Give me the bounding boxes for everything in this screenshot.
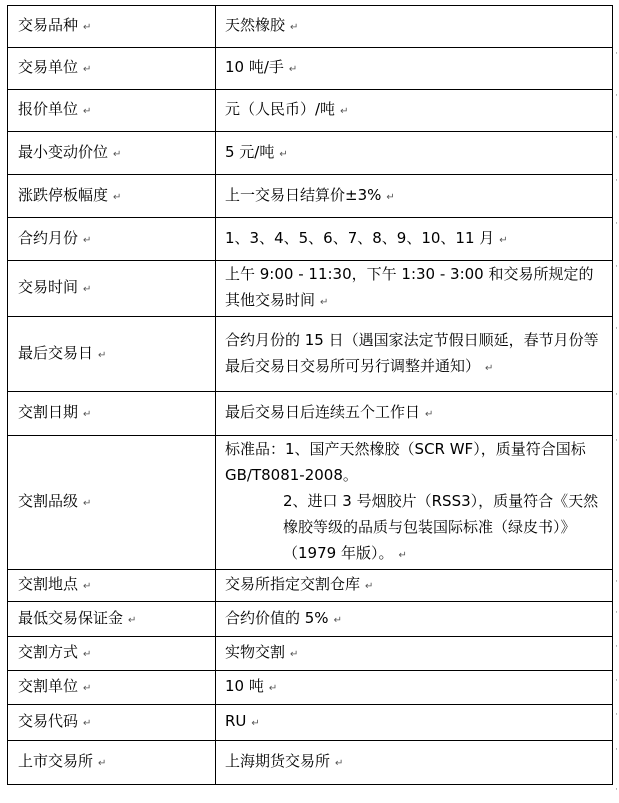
spec-value-text: RU bbox=[225, 712, 247, 730]
spec-label-text: 交易单位 bbox=[18, 58, 79, 76]
spec-label bbox=[8, 48, 216, 90]
contract-spec-table bbox=[7, 5, 618, 795]
paragraph-mark: ↵ bbox=[83, 718, 92, 729]
spec-value-paragraph bbox=[225, 571, 608, 600]
row-end-mark: · bbox=[615, 577, 618, 587]
spec-value bbox=[216, 175, 618, 229]
spec-value-text: 1、3、4、5、6、7、8、9、10、11 月 bbox=[225, 228, 495, 247]
spec-row bbox=[8, 261, 613, 317]
spec-label bbox=[8, 741, 216, 785]
spec-label-text: 上市交易所 bbox=[18, 752, 94, 770]
spec-label-text: 交割品级 bbox=[18, 492, 79, 510]
spec-row bbox=[8, 436, 613, 570]
spec-label bbox=[8, 132, 216, 175]
spec-value-paragraph bbox=[225, 54, 608, 83]
spec-value-text: 上午 9:00 - 11:30，下午 1:30 - 3:00 和交易所规定的其他交易时间 bbox=[225, 265, 594, 309]
paragraph-mark: ↵ bbox=[288, 64, 298, 75]
spec-label bbox=[8, 637, 216, 671]
spec-value-paragraph bbox=[225, 96, 608, 125]
spec-value-paragraph bbox=[225, 605, 608, 634]
spec-label-text: 交易品种 bbox=[18, 16, 79, 34]
spec-value-paragraph bbox=[225, 182, 608, 211]
spec-label-text: 报价单位 bbox=[18, 100, 79, 118]
spec-value-text: 合约价值的 5% bbox=[225, 608, 329, 627]
paragraph-mark: ↵ bbox=[335, 758, 344, 769]
spec-label-text: 交割日期 bbox=[18, 403, 79, 421]
row-end-mark: · bbox=[615, 745, 618, 755]
spec-value-text: 10 吨 bbox=[225, 677, 264, 695]
row-end-mark: · bbox=[615, 389, 618, 400]
paragraph-mark: ↵ bbox=[499, 234, 508, 246]
spec-label bbox=[8, 570, 216, 602]
paragraph-mark: ↵ bbox=[290, 649, 299, 660]
spec-value bbox=[216, 705, 618, 755]
paragraph-mark: ↵ bbox=[398, 550, 407, 561]
spec-label-text: 最后交易日 bbox=[18, 343, 94, 362]
spec-value-paragraph bbox=[225, 488, 608, 569]
spec-label-text: 交易时间 bbox=[18, 278, 79, 296]
spec-row bbox=[8, 637, 613, 671]
paragraph-mark: ↵ bbox=[83, 649, 92, 660]
row-end-mark: · bbox=[615, 785, 618, 795]
spec-value-paragraph bbox=[225, 225, 608, 254]
spec-value-text: 5 元/吨 bbox=[225, 142, 275, 161]
spec-value-paragraph bbox=[225, 708, 608, 737]
row-end-mark: · bbox=[615, 676, 618, 686]
spec-value bbox=[216, 132, 618, 186]
spec-label bbox=[8, 90, 216, 132]
spec-row bbox=[8, 48, 613, 90]
spec-value-text: 最后交易日后连续五个工作日 bbox=[225, 403, 421, 421]
spec-value bbox=[216, 741, 618, 795]
paragraph-mark: ↵ bbox=[268, 683, 278, 694]
spec-value-paragraph bbox=[225, 748, 608, 777]
spec-value-text: 交易所指定交割仓库 bbox=[225, 575, 361, 593]
row-end-mark: · bbox=[615, 261, 618, 272]
spec-value bbox=[216, 48, 618, 101]
row-end-mark: · bbox=[615, 641, 618, 652]
spec-row bbox=[8, 671, 613, 705]
paragraph-mark: ↵ bbox=[113, 191, 122, 203]
spec-label bbox=[8, 671, 216, 705]
row-end-mark: · bbox=[615, 91, 618, 101]
spec-value-text: 合约月份的 15 日（遇国家法定节假日顺延，春节月份等最后交易日交易所可另行调整并通知） bbox=[225, 330, 599, 375]
spec-label-text: 交割地点 bbox=[18, 575, 79, 593]
spec-value-text: 上海期货交易所 bbox=[225, 752, 331, 770]
spec-label bbox=[8, 392, 216, 436]
spec-label bbox=[8, 602, 216, 637]
spec-value-paragraph bbox=[225, 399, 608, 428]
spec-value bbox=[216, 671, 618, 720]
spec-value-paragraph bbox=[225, 436, 608, 488]
spec-label-text: 合约月份 bbox=[18, 228, 79, 247]
spec-value-paragraph bbox=[225, 261, 608, 316]
spec-label bbox=[8, 175, 216, 218]
row-end-mark: · bbox=[615, 49, 618, 59]
spec-label bbox=[8, 218, 216, 261]
paragraph-mark: ↵ bbox=[83, 106, 92, 117]
spec-label bbox=[8, 317, 216, 392]
spec-value bbox=[216, 218, 618, 272]
paragraph-mark: ↵ bbox=[83, 409, 92, 420]
spec-value bbox=[216, 261, 618, 334]
paragraph-mark: ↵ bbox=[83, 22, 92, 33]
spec-value-text: 元（人民币）/吨 bbox=[225, 100, 336, 118]
row-end-mark: · bbox=[615, 436, 618, 446]
spec-label bbox=[8, 6, 216, 48]
spec-value-text: 10 吨/手 bbox=[225, 58, 284, 76]
spec-value-text: 标准品：1、国产天然橡胶（SCR WF），质量符合国标 GB/T8081-2008。 bbox=[225, 440, 586, 484]
paragraph-mark: ↵ bbox=[128, 614, 137, 626]
spec-value-paragraph bbox=[225, 639, 608, 668]
spec-label-text: 交割单位 bbox=[18, 677, 79, 695]
paragraph-mark: ↵ bbox=[83, 581, 92, 592]
spec-value-paragraph bbox=[225, 327, 608, 382]
spec-value-paragraph bbox=[225, 139, 608, 168]
row-end-mark: · bbox=[615, 133, 618, 143]
spec-label-text: 交易代码 bbox=[18, 712, 79, 730]
spec-value-text: 实物交割 bbox=[225, 643, 286, 661]
paragraph-mark: ↵ bbox=[333, 614, 342, 626]
spec-row bbox=[8, 705, 613, 741]
spec-label-text: 最低交易保证金 bbox=[18, 608, 124, 627]
row-end-mark: · bbox=[615, 324, 618, 334]
spec-row bbox=[8, 392, 613, 436]
paragraph-mark: ↵ bbox=[290, 22, 299, 33]
paragraph-mark: ↵ bbox=[365, 581, 374, 592]
paragraph-mark: ↵ bbox=[279, 148, 288, 160]
spec-label bbox=[8, 436, 216, 570]
paragraph-mark: ↵ bbox=[113, 148, 122, 160]
paragraph-mark: ↵ bbox=[83, 64, 92, 75]
spec-value-text: 2、进口 3 号烟胶片（RSS3），质量符合《天然橡胶等级的品质与包装国际标准（绿皮书）》（1979 年版）。 bbox=[283, 492, 599, 562]
paragraph-mark: ↵ bbox=[98, 758, 107, 769]
spec-row bbox=[8, 175, 613, 218]
paragraph-mark: ↵ bbox=[83, 234, 92, 246]
spec-row bbox=[8, 218, 613, 261]
spec-row bbox=[8, 132, 613, 175]
spec-label-text: 涨跌停板幅度 bbox=[18, 185, 109, 204]
spec-value bbox=[216, 392, 618, 446]
paragraph-mark: ↵ bbox=[83, 498, 92, 509]
spec-value bbox=[216, 317, 618, 400]
spec-label bbox=[8, 261, 216, 317]
row-end-mark: · bbox=[615, 608, 618, 618]
spec-value-paragraph bbox=[225, 12, 608, 41]
paragraph-mark: ↵ bbox=[425, 409, 434, 420]
paragraph-mark: ↵ bbox=[83, 284, 92, 295]
paragraph-mark: ↵ bbox=[251, 718, 260, 729]
spec-value-text: 天然橡胶 bbox=[225, 16, 286, 34]
paragraph-mark: ↵ bbox=[386, 191, 395, 203]
row-end-mark: · bbox=[615, 218, 618, 229]
paragraph-mark: ↵ bbox=[485, 362, 494, 374]
spec-row bbox=[8, 317, 613, 392]
row-end-mark: · bbox=[615, 175, 618, 186]
spec-value-text: 上一交易日结算价±3% bbox=[225, 185, 382, 204]
paragraph-mark: ↵ bbox=[83, 683, 92, 694]
spec-label bbox=[8, 705, 216, 741]
paragraph-mark: ↵ bbox=[98, 349, 107, 361]
spec-value bbox=[216, 6, 618, 59]
spec-row bbox=[8, 741, 613, 785]
paragraph-mark: ↵ bbox=[340, 106, 349, 117]
spec-row bbox=[8, 6, 613, 48]
row-end-mark: · bbox=[615, 710, 618, 720]
spec-label-text: 交割方式 bbox=[18, 643, 79, 661]
paragraph-mark: ↵ bbox=[320, 297, 329, 308]
spec-row bbox=[8, 602, 613, 637]
spec-value-paragraph bbox=[225, 673, 608, 702]
spec-row bbox=[8, 90, 613, 132]
contract-spec-body bbox=[8, 6, 618, 795]
spec-value bbox=[216, 90, 618, 143]
spec-label-text: 最小变动价位 bbox=[18, 142, 109, 161]
spec-row bbox=[8, 570, 613, 602]
